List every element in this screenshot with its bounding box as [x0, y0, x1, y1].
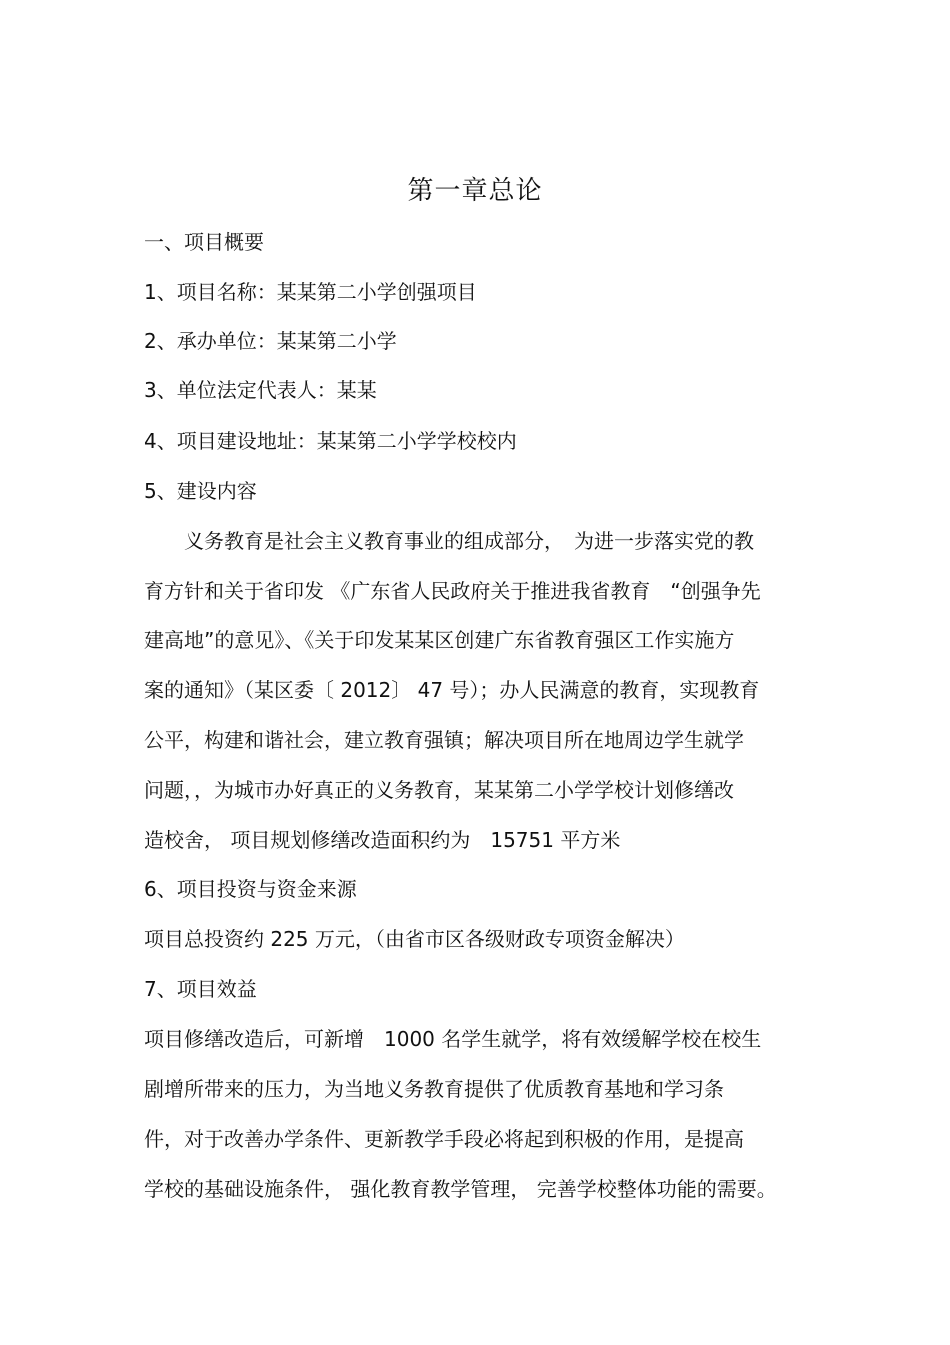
item-benefits-heading: 7、项目效益 [144, 977, 257, 1001]
section-heading-overview: 一、项目概要 [144, 230, 264, 254]
paragraph-line: 项目修缮改造后，可新增 1000 名学生就学，将有效缓解学校在校生 [144, 1027, 762, 1051]
paragraph-line: 建高地”的意见》、《关于印发某某区创建广东省教育强区工作实施方 [144, 628, 735, 652]
item-organizer: 2、承办单位：某某第二小学 [144, 329, 397, 353]
item-construction-content: 5、建设内容 [144, 479, 257, 503]
paragraph-line: 公平，构建和谐社会，建立教育强镇；解决项目所在地周边学生就学 [144, 728, 744, 752]
paragraph-line: 育方针和关于省印发 《广东省人民政府关于推进我省教育 “创强争先 [144, 579, 761, 603]
item-site-address: 4、项目建设地址：某某第二小学学校校内 [144, 429, 517, 453]
paragraph-line: 问题，，为城市办好真正的义务教育，某某第二小学学校计划修缮改 [144, 778, 734, 802]
paragraph-line: 件，对于改善办学条件、更新教学手段必将起到积极的作用，是提高 [144, 1127, 744, 1151]
item-legal-representative: 3、单位法定代表人：某某 [144, 378, 377, 402]
item-investment-heading: 6、项目投资与资金来源 [144, 877, 357, 901]
item-project-name: 1、项目名称：某某第二小学创强项目 [144, 280, 477, 304]
paragraph-line: 剧增所带来的压力，为当地义务教育提供了优质教育基地和学习条 [144, 1077, 724, 1101]
paragraph-line: 义务教育是社会主义教育事业的组成部分， 为进一步落实党的教 [144, 529, 754, 553]
paragraph-line: 造校舍， 项目规划修缮改造面积约为 15751 平方米 [144, 828, 621, 852]
paragraph-line: 学校的基础设施条件， 强化教育教学管理， 完善学校整体功能的需要。 [144, 1177, 777, 1201]
chapter-title: 第一章总论 [407, 176, 543, 206]
paragraph-line: 项目总投资约 225 万元，（由省市区各级财政专项资金解决） [144, 927, 685, 951]
paragraph-line: 案的通知》（某区委〔 2012〕 47 号）；办人民满意的教育，实现教育 [144, 678, 760, 702]
